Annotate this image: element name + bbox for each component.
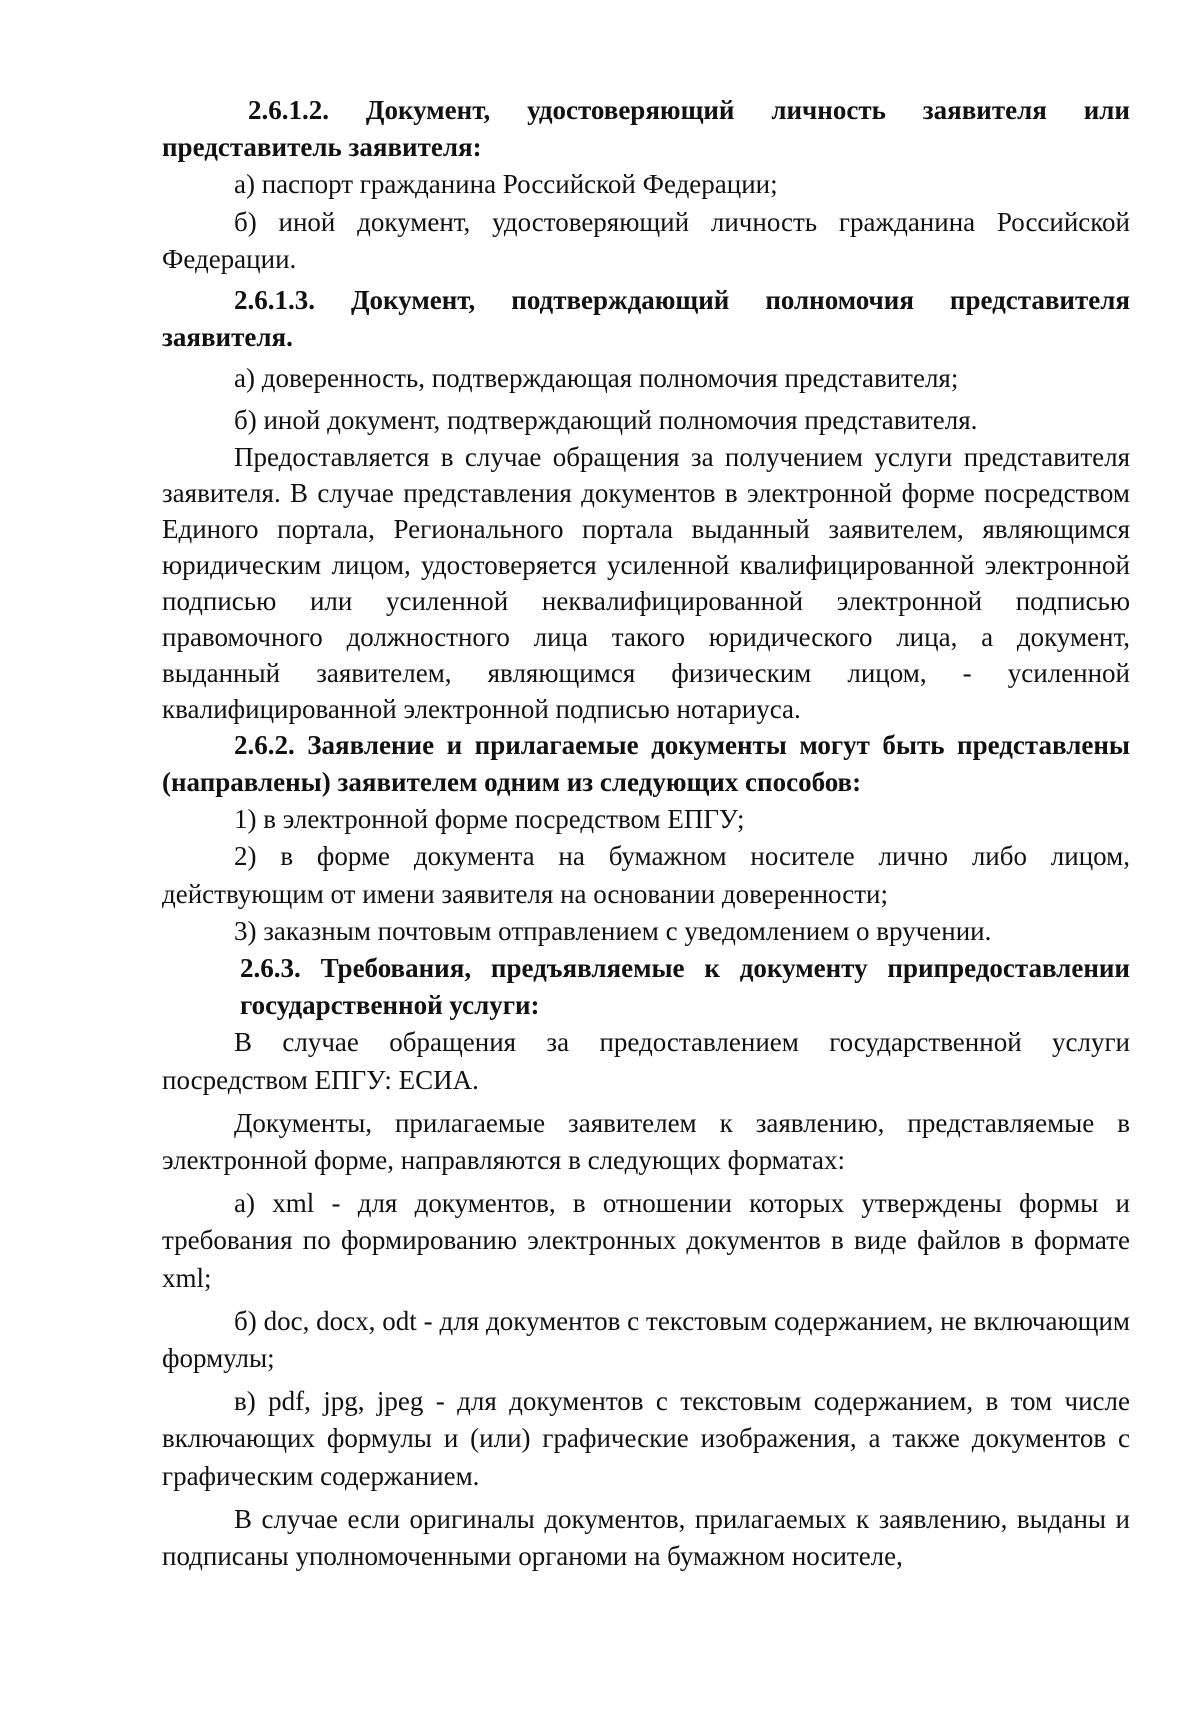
section-heading-2-6-1-2: 2.6.1.2. Документ, удостоверяющий личность заявителя или представитель заявителя: xyxy=(162,95,1130,163)
list-item-format-xml: а) xml - для документов, в отношении которых утверждены формы и требования по формированию электронных документов в виде файлов в формате xml; xyxy=(162,1188,1130,1293)
section-heading-2-6-3: 2.6.3. Требования, предъявляемые к документу припредоставлении государственной услуги: xyxy=(240,953,1130,1021)
list-item-passport: а) паспорт гражданина Российской Федерации; xyxy=(234,169,778,200)
list-item-method-mail: 3) заказным почтовым отправлением с уведомлением о вручении. xyxy=(234,915,992,946)
paragraph-formats-intro: Документы, прилагаемые заявителем к заявлению, представляемые в электронной форме, направляются в следующих форматах: xyxy=(162,1107,1130,1176)
section-heading-2-6-1-3: 2.6.1.3. Документ, подтверждающий полномочия представителя заявителя. xyxy=(162,285,1130,353)
document-page xyxy=(162,92,1130,1575)
paragraph-esia: В случае обращения за предоставлением государственной услуги посредством ЕПГУ: ЕСИА. xyxy=(162,1027,1130,1095)
list-item-other-id-document: б) иной документ, удостоверяющий личность гражданина Российской Федерации. xyxy=(162,206,1130,274)
list-item-method-paper: 2) в форме документа на бумажном носителе лично либо лицом, действующим от имени заявителя на основании доверенности; xyxy=(162,841,1130,909)
section-heading-2-6-2: 2.6.2. Заявление и прилагаемые документы могут быть представлены (направлены) заявителем одним из следующих способов: xyxy=(162,729,1130,798)
list-item-other-authority-document: б) иной документ, подтверждающий полномочия представителя. xyxy=(234,404,978,435)
paragraph-originals: В случае если оригиналы документов, прилагаемых к заявлению, выданы и подписаны уполномоченными органоми на бумажном носителе, xyxy=(162,1503,1130,1572)
list-item-method-electronic: 1) в электронной форме посредством ЕПГУ; xyxy=(234,804,745,835)
list-item-format-doc: б) doc, docx, odt - для документов с текстовым содержанием, не включающим формулы; xyxy=(162,1305,1130,1374)
list-item-power-of-attorney: а) доверенность, подтверждающая полномочия представителя; xyxy=(234,363,959,394)
paragraph-provided-representative: Предоставляется в случае обращения за получением услуги представителя заявителя. В случае представления документов в электронной форме посредством Единого портала, Регионального портала выданный заявителем, являющимся юридическим лицом, удостоверяется усиленной квалифицированной электронной подписью или усиленной неквалифицированной электронной подписью правомочного должностного лица такого юридического лица, а документ, выданный заявителем, являющимся физическим лицом, - усиленной квалифицированной электронной подписью нотариуса. xyxy=(162,441,1130,724)
list-item-format-pdf: в) pdf, jpg, jpeg - для документов с текстовым содержанием, в том числе включающих формулы и (или) графические изображения, а также документов с графическим содержанием. xyxy=(162,1386,1130,1491)
